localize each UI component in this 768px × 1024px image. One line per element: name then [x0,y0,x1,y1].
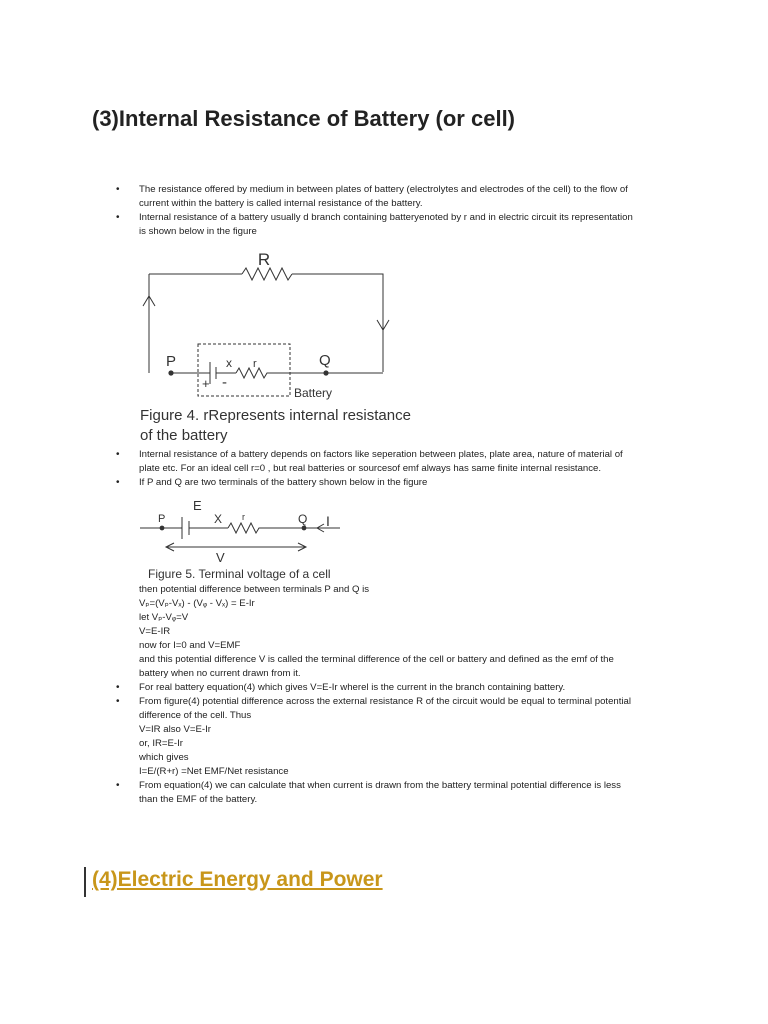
terminal-p-label: P [166,353,177,370]
terminal-p-dot [160,526,165,531]
minus-sign: - [222,374,227,391]
bullet-list-equations [0,681,768,807]
list-item: • For real battery equation(4) which gives V=E-Ir wherel is the current in the branch containing battery. [116,682,566,693]
bullet-icon: • [116,780,120,791]
figure-5-caption: Figure 5. Terminal voltage of a cell [148,567,331,581]
emf-e-label: E [193,498,202,513]
terminal-q-label: Q [298,512,308,526]
list-item: • If P and Q are two terminals of the battery shown below in the figure [116,477,428,488]
bullet-icon: • [116,682,120,693]
figure-4-caption: Figure 4. rRepresents internal resistance of the battery [140,407,411,444]
text-cursor-bar [84,867,86,897]
terminal-q-label: Q [319,352,331,369]
terminal-p-dot [168,370,173,375]
bullet-icon: • [116,477,120,488]
bullet-icon: • [116,449,120,460]
list-item: • The resistance offered by medium in between plates of battery (electrolytes and electrodes of the cell) to the flow of current within the battery is called internal resistance of the battery. [116,184,628,209]
bullet-list-intro [0,183,768,239]
list-item: • Internal resistance of a battery depends on factors like seperation between plates, plate area, nature of material of plate etc. For an ideal cell r=0 , but real batteries or sourcesof emf always has same finite internal resistance. [116,449,623,474]
plus-sign: + [202,376,210,391]
terminal-q-dot [323,370,328,375]
current-i-label: I [326,513,330,529]
point-x-label: x [226,356,232,370]
point-x-label: X [214,512,223,526]
terminal-p-label: P [158,513,166,525]
list-item: • From equation(4) we can calculate that when current is drawn from the battery terminal potential difference is less than the EMF of the battery. [116,780,621,805]
bullet-icon: • [116,184,120,195]
internal-r-label: r [253,358,257,370]
section-heading-electric-energy-link[interactable]: (4)Electric Energy and Power [92,868,383,891]
battery-label: Battery [294,386,333,400]
bullet-icon: • [116,212,120,223]
list-item: • From figure(4) potential difference across the external resistance R of the circuit would be equal to terminal potential difference of the cell. Thus V=IR also V=E-Ir or, IR=E-Ir which gives I=E/(R+r) =Net EMF/Net resistance [116,696,632,777]
resistor-r-label: R [257,250,271,269]
terminal-q-dot [302,526,307,531]
derivation-text: then potential difference between terminals P and Q is Vₚ=(Vₚ-Vₓ) - (Vᵩ - Vₓ) = E-Ir let Vₚ-Vᵩ=V V=E-IR now for I=0 and V=EMF and this potential difference V is called the terminal difference of the cell or battery and defined as the emf of the battery when no current drawn from it. [139,584,614,679]
internal-r-label: r [242,512,245,522]
section-heading-electric-energy [84,866,484,898]
voltage-v-label: V [216,550,225,565]
section-heading-internal-resistance: (3)Internal Resistance of Battery (or cell) [92,106,516,131]
figure-5-terminal-voltage [136,496,346,568]
list-item: • Internal resistance of a battery usually d branch containing batteryenoted by r and in electric circuit its representation is shown below in the figure [116,212,633,237]
figure-4-circuit [136,246,396,406]
bullet-list-factors [0,448,768,490]
bullet-icon: • [116,696,120,707]
